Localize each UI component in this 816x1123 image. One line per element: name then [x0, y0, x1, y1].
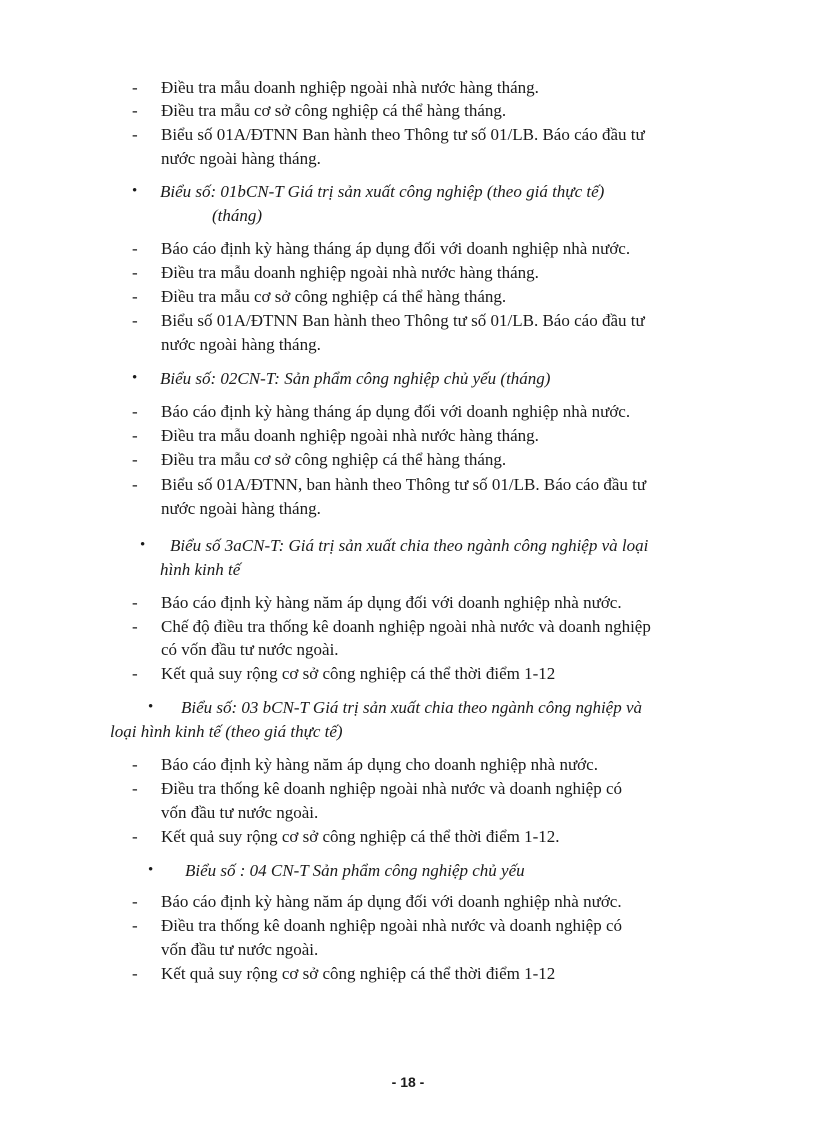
section-heading-continuation: (tháng) [212, 206, 263, 225]
list-item [132, 309, 742, 332]
dash-marker: - [132, 311, 138, 330]
list-item [132, 237, 742, 260]
bullet-marker: • [148, 699, 154, 715]
bullet-marker: • [132, 370, 138, 386]
list-item [132, 448, 742, 471]
section-heading-text: Biểu số: 01bCN-T Giá trị sản xuất công nghiệp (theo giá thực tế) [160, 182, 605, 201]
list-item-text: Biểu số 01A/ĐTNN, ban hành theo Thông tư số 01/LB. Báo cáo đầu tư [161, 475, 647, 494]
dash-marker: - [132, 239, 138, 258]
list-item-text: Điều tra mẫu cơ sở công nghiệp cá thể hàng tháng. [161, 450, 507, 469]
section-heading-text: Biểu số: 02CN-T: Sản phẩm công nghiệp chủ yếu (tháng) [160, 369, 551, 388]
list-item-text: Điều tra mẫu doanh nghiệp ngoài nhà nước hàng tháng. [161, 263, 539, 282]
section-heading [148, 696, 744, 719]
list-item [132, 962, 742, 985]
list-item-continuation [132, 638, 742, 661]
list-item-text: Điều tra thống kê doanh nghiệp ngoài nhà nước và doanh nghiệp có [161, 916, 623, 935]
dash-marker: - [132, 263, 138, 282]
list-item-continuation [132, 333, 742, 356]
list-item-text: Điều tra mẫu doanh nghiệp ngoài nhà nước hàng tháng. [161, 78, 539, 97]
page-number: - 18 - [391, 1074, 425, 1090]
bullet-marker: • [148, 862, 154, 878]
list-item [132, 400, 742, 423]
section-heading-continuation: hình kinh tế [160, 560, 241, 579]
list-item [132, 76, 742, 99]
section-heading [148, 859, 744, 882]
dash-marker: - [132, 125, 138, 144]
bullet-marker: • [132, 183, 138, 199]
list-item [132, 261, 742, 284]
list-item-text: Điều tra mẫu cơ sở công nghiệp cá thể hàng tháng. [161, 101, 507, 120]
section-heading-text: Biểu số 3aCN-T: Giá trị sản xuất chia theo ngành công nghiệp và loại [170, 536, 649, 555]
list-item-text: Biểu số 01A/ĐTNN Ban hành theo Thông tư số 01/LB. Báo cáo đầu tư [161, 125, 645, 144]
list-item-text: nước ngoài hàng tháng. [161, 335, 321, 354]
bullet-marker: • [140, 537, 146, 553]
dash-marker: - [132, 827, 138, 846]
list-item [132, 615, 742, 638]
list-item-text: Điều tra mẫu cơ sở công nghiệp cá thể hàng tháng. [161, 287, 507, 306]
list-item [132, 591, 742, 614]
dash-marker: - [132, 475, 138, 494]
list-item [132, 424, 742, 447]
list-item-text: vốn đầu tư nước ngoài. [161, 940, 319, 959]
dash-marker: - [132, 593, 138, 612]
list-item-text: có vốn đầu tư nước ngoài. [161, 640, 339, 659]
dash-marker: - [132, 287, 138, 306]
list-item-text: Kết quả suy rộng cơ sở công nghiệp cá thể thời điểm 1-12 [161, 964, 556, 983]
dash-marker: - [132, 450, 138, 469]
list-item [132, 285, 742, 308]
dash-marker: - [132, 779, 138, 798]
list-item [132, 753, 742, 776]
list-item-text: Chế độ điều tra thống kê doanh nghiệp ngoài nhà nước và doanh nghiệp [161, 617, 651, 636]
list-item-text: Điều tra mẫu doanh nghiệp ngoài nhà nước hàng tháng. [161, 426, 539, 445]
list-item-text: vốn đầu tư nước ngoài. [161, 803, 319, 822]
dash-marker: - [132, 755, 138, 774]
section-heading [140, 534, 752, 557]
list-item [132, 123, 742, 146]
dash-marker: - [132, 402, 138, 421]
list-item-text: Điều tra thống kê doanh nghiệp ngoài nhà nước và doanh nghiệp có [161, 779, 623, 798]
section-heading-text: Biểu số: 03 bCN-T Giá trị sản xuất chia theo ngành công nghiệp và [181, 698, 643, 717]
list-item-continuation [132, 147, 742, 170]
list-item-continuation [132, 938, 742, 961]
list-item-text: nước ngoài hàng tháng. [161, 499, 321, 518]
list-item-continuation [132, 801, 742, 824]
dash-marker: - [132, 617, 138, 636]
list-item-text: Kết quả suy rộng cơ sở công nghiệp cá thể thời điểm 1-12 [161, 664, 556, 683]
dash-marker: - [132, 101, 138, 120]
list-item-text: Biểu số 01A/ĐTNN Ban hành theo Thông tư số 01/LB. Báo cáo đầu tư [161, 311, 645, 330]
list-item [132, 99, 742, 122]
section-heading-text: Biểu số : 04 CN-T Sản phẩm công nghiệp chủ yếu [185, 861, 525, 880]
list-item-text: Báo cáo định kỳ hàng năm áp dụng cho doanh nghiệp nhà nước. [161, 755, 598, 774]
list-item [132, 914, 742, 937]
list-item-text: Báo cáo định kỳ hàng năm áp dụng đối với doanh nghiệp nhà nước. [161, 892, 622, 911]
list-item [132, 473, 742, 496]
dash-marker: - [132, 964, 138, 983]
list-item [132, 890, 742, 913]
list-item-continuation [132, 497, 742, 520]
list-item-text: Báo cáo định kỳ hàng tháng áp dụng đối với doanh nghiệp nhà nước. [161, 239, 631, 258]
section-heading [132, 367, 752, 390]
dash-marker: - [132, 78, 138, 97]
list-item-text: nước ngoài hàng tháng. [161, 149, 321, 168]
list-item-text: Báo cáo định kỳ hàng tháng áp dụng đối với doanh nghiệp nhà nước. [161, 402, 631, 421]
dash-marker: - [132, 426, 138, 445]
list-item [132, 777, 742, 800]
section-heading [132, 180, 752, 203]
dash-marker: - [132, 664, 138, 683]
list-item [132, 825, 742, 848]
dash-marker: - [132, 916, 138, 935]
list-item-text: Báo cáo định kỳ hàng năm áp dụng đối với doanh nghiệp nhà nước. [161, 593, 622, 612]
dash-marker: - [132, 892, 138, 911]
list-item [132, 662, 742, 685]
section-heading-continuation: loại hình kinh tế (theo giá thực tế) [110, 722, 343, 741]
list-item-text: Kết quả suy rộng cơ sở công nghiệp cá thể thời điểm 1-12. [161, 827, 560, 846]
